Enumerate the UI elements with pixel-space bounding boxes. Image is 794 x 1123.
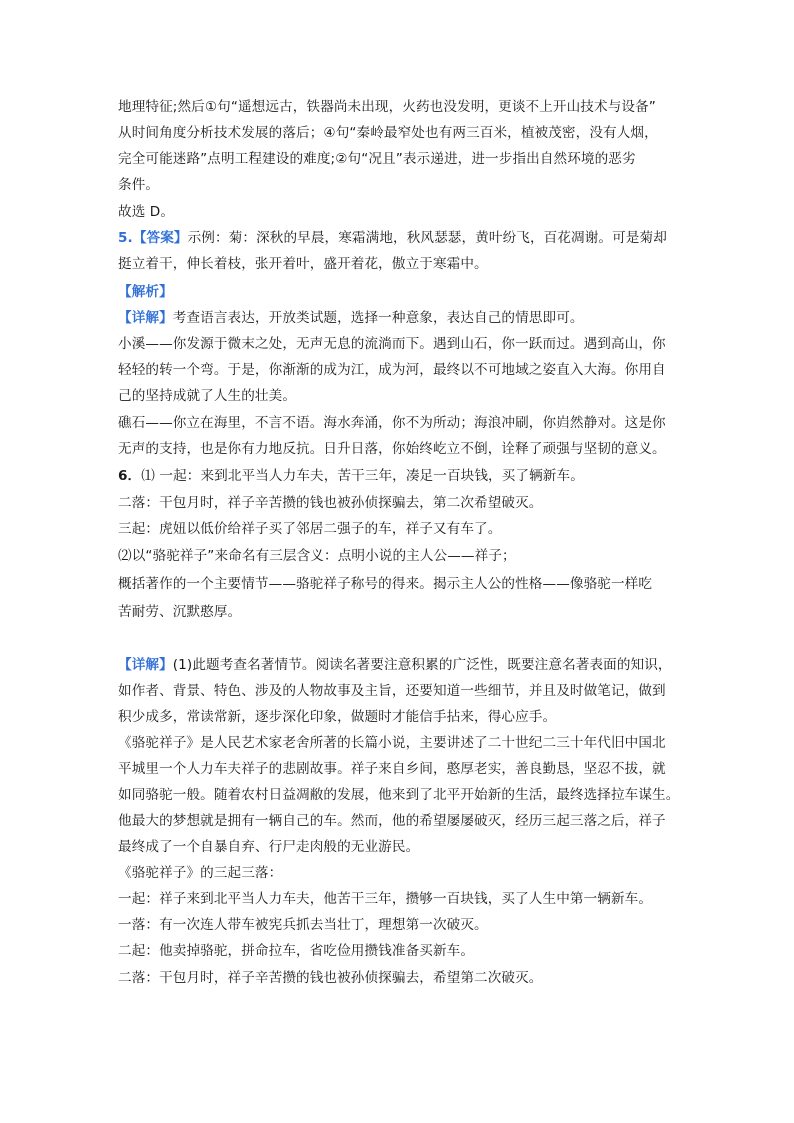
- text-line: 二起：他卖掉骆驼，拼命拉车，省吃俭用攒钱准备买新车。: [118, 943, 475, 959]
- answer-5-line: 5.【答案】示例：菊：深秋的早晨，寒霜满地，秋风瑟瑟，黄叶纷飞，百花凋谢。可是菊却: [118, 230, 667, 246]
- text-line: 一落：有一次连人带车被宪兵抓去当壮丁，理想第一次破灭。: [118, 917, 488, 933]
- text-line: 积少成多，常读常新，逐步深化印象，做题时才能信手拈来，得心应手。: [118, 709, 557, 725]
- text-line: 最终成了一个自暴自弃、行尸走肉般的无业游民。: [118, 839, 420, 855]
- text-line: 概括著作的一个主要情节——骆驼祥子称号的得来。揭示主人公的性格——像骆驼一样吃: [118, 576, 653, 592]
- detail-label: 【详解】: [118, 310, 173, 326]
- text-line: 一起：祥子来到北平当人力车夫，他苦干三年，攒够一百块钱，买了人生中第一辆新车。: [118, 891, 653, 907]
- text-line: 《骆驼祥子》的三起三落：: [118, 865, 283, 881]
- detail-line: 【详解】考查语言表达，开放类试题，选择一种意象，表达自己的情思即可。: [118, 310, 584, 326]
- text-line: 条件。: [118, 177, 160, 193]
- text-line: 从时间角度分析技术发展的落后；④句“秦岭最窄处也有两三百米，植被茂密，没有人烟，: [118, 125, 658, 141]
- text-line: 地理特征;然后①句“遥想远古，铁器尚未出现，火药也没发明，更谈不上开山技术与设备”: [118, 99, 656, 115]
- text-line: 挺立着干，伸长着枝，张开着叶，盛开着花，傲立于寒霜中。: [118, 256, 488, 272]
- text-line: 二落：干包月时，祥子辛苦攒的钱也被孙侦探骗去，希望第二次破灭。: [118, 970, 543, 986]
- text-line: 完全可能迷路”点明工程建设的难度;②句“况且”表示递进，进一步指出自然环境的恶劣: [118, 151, 636, 167]
- text-line: 己的坚持成就了人生的壮美。: [118, 388, 297, 404]
- text-line: 如作者、背景、特色、涉及的人物故事及主旨，还要知道一些细节，并且及时做笔记，做到: [118, 683, 666, 699]
- text-line: 礁石——你立在海里，不言不语。海水奔涌，你不为所动；海浪冲刷，你岿然静对。这是你: [118, 415, 666, 431]
- text-line: 如同骆驼一般。随着农村日益凋敝的发展，他来到了北平开始新的生活，最终选择拉车谋生。: [118, 787, 680, 803]
- detail-line: 【详解】(1)此题考查名著情节。阅读名著要注意积累的广泛性，既要注意名著表面的知识，: [118, 657, 672, 673]
- question-6-line: 6．⑴ 一起：来到北平当人力车夫，苦干三年，凑足一百块钱，买了辆新车。: [118, 468, 584, 484]
- text-line: 故选 D。: [118, 204, 175, 220]
- text-line: 无声的支持，也是你有力地反抗。日升日落，你始终屹立不倒，诠释了顽强与坚韧的意义。: [118, 441, 666, 457]
- text-line: ⑵以“骆驼祥子”来命名有三层含义：点明小说的主人公——祥子；: [118, 548, 516, 564]
- text-line: 他最大的梦想就是拥有一辆自己的车。然而，他的希望屡屡破灭，经历三起三落之后，祥子: [118, 813, 666, 829]
- text-line: 二落：干包月时，祥子辛苦攒的钱也被孙侦探骗去，第二次希望破灭。: [118, 495, 543, 511]
- text-line: 小溪——你发源于微末之处，无声无息的流淌而下。遇到山石，你一跃而过。遇到高山，你: [118, 336, 666, 352]
- answer-label: 5.【答案】: [118, 230, 188, 246]
- text-line: 轻轻的转一个弯。于是，你渐渐的成为江，成为河，最终以不可地域之姿直入大海。你用自: [118, 362, 666, 378]
- text-line: 苦耐劳、沉默憨厚。: [118, 604, 242, 620]
- analysis-heading: 【解析】: [118, 284, 173, 300]
- text-line: 平城里一个人力车夫祥子的悲剧故事。祥子来自乡间，憨厚老实，善良勤恳，坚忍不拔，就: [118, 761, 666, 777]
- text-line: 三起：虎妞以低价给祥子买了邻居二强子的车，祥子又有车了。: [118, 521, 502, 537]
- text-line: 《骆驼祥子》是人民艺术家老舍所著的长篇小说，主要讲述了二十世纪二三十年代旧中国北: [118, 735, 666, 751]
